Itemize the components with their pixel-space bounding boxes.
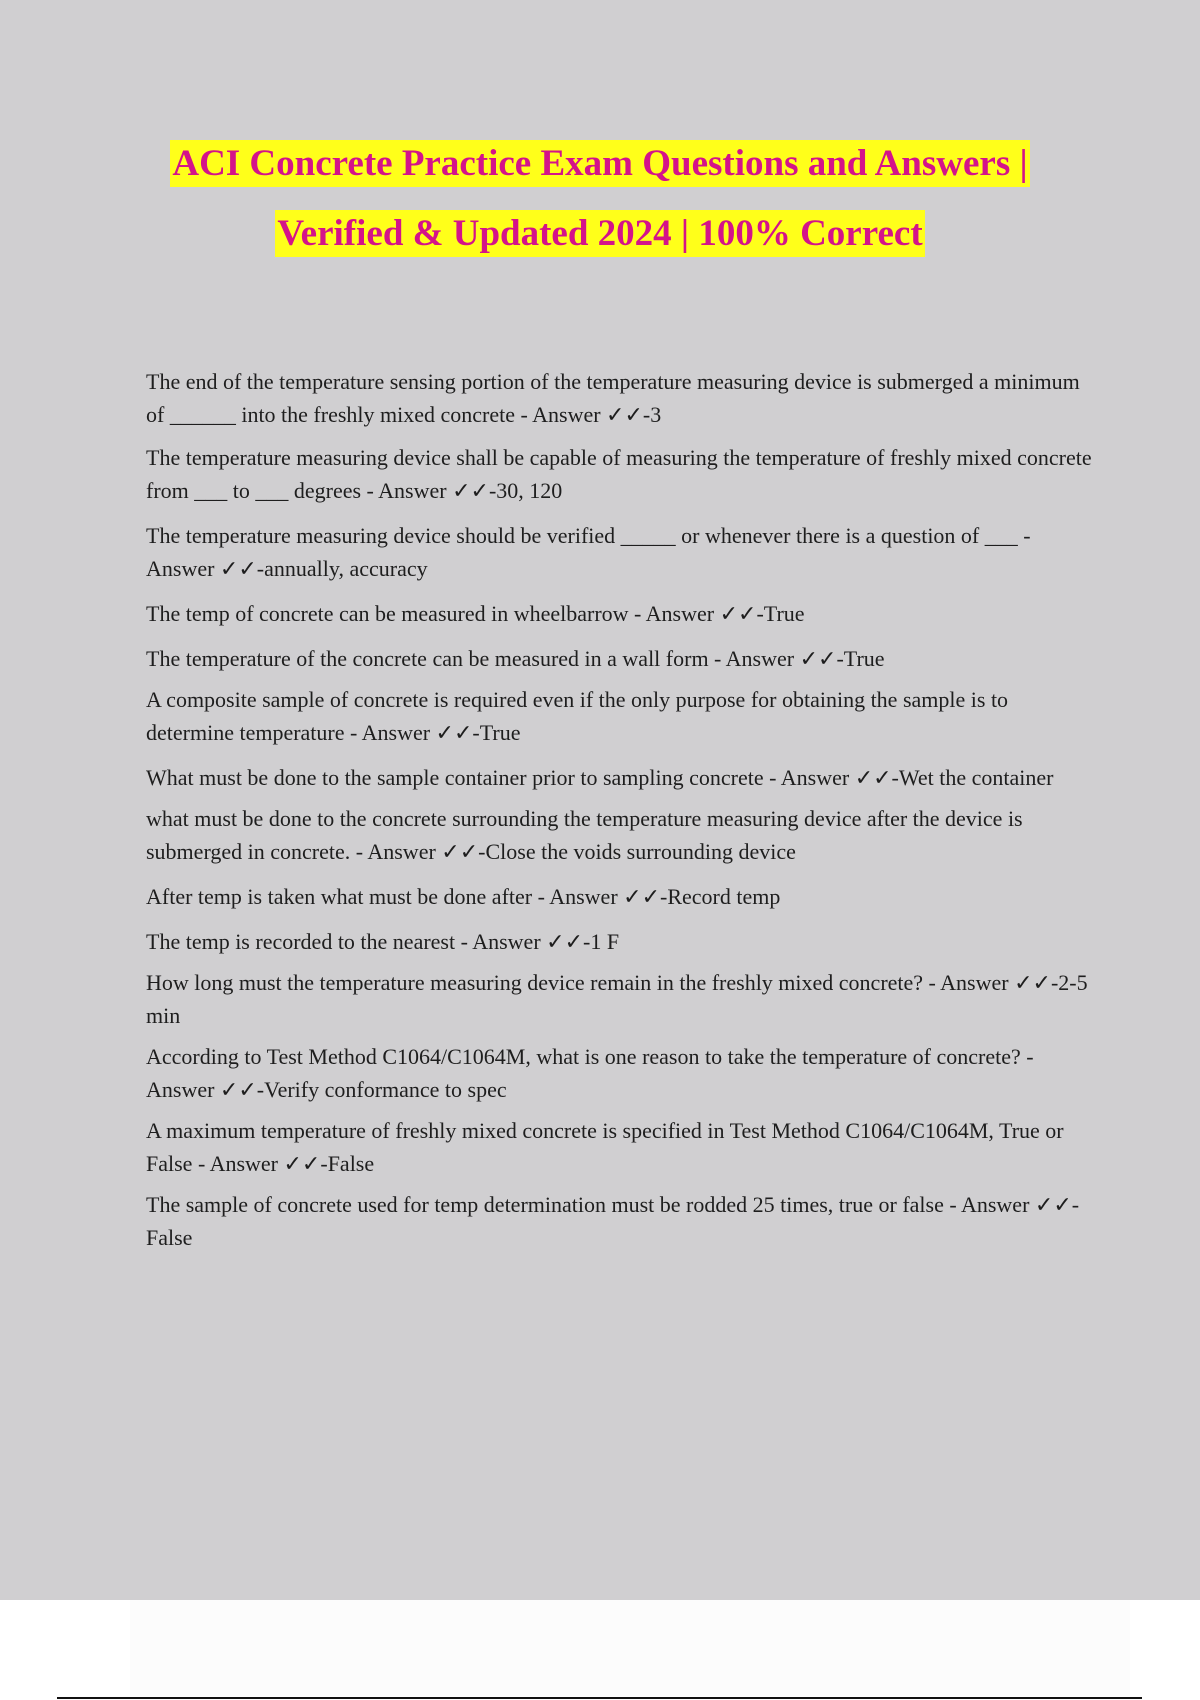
qa-item [146, 802, 1092, 868]
question-text: What must be done to the sample container prior to sampling concrete - [146, 765, 781, 790]
answer-text: True [479, 720, 521, 745]
qa-item [146, 966, 1092, 1032]
question-text: How long must the temperature measuring device remain in the freshly mixed concrete? - [146, 970, 941, 995]
question-text: The temperature measuring device shall be capable of measuring the temperature of freshly mixed concrete from ___ to ___ degrees - [146, 445, 1092, 503]
question-text: The temp of concrete can be measured in wheelbarrow - [146, 601, 646, 626]
footer-strip [130, 1600, 1130, 1696]
answer-text: 2-5 min [146, 970, 1088, 1028]
qa-item [146, 365, 1092, 431]
answer-text: True [763, 601, 805, 626]
answer-prefix: Answer ✓✓- [780, 765, 899, 790]
answer-prefix: Answer ✓✓- [532, 402, 651, 427]
answer-prefix: Answer ✓✓- [378, 478, 497, 503]
question-text: A maximum temperature of freshly mixed concrete is specified in Test Method C1064/C1064M, True or False - [146, 1118, 1064, 1176]
answer-prefix: Answer ✓✓- [940, 970, 1059, 995]
page-footer [0, 1600, 1200, 1700]
answer-text: 3 [650, 402, 662, 427]
document-title-line-1: ACI Concrete Practice Exam Questions and Answers | [170, 140, 1029, 187]
qa-item [146, 683, 1092, 749]
qa-item [146, 1114, 1092, 1180]
answer-text: annually, accuracy [264, 556, 428, 581]
answer-text: Close the voids surrounding device [485, 839, 796, 864]
question-text: The temperature measuring device should be verified _____ or whenever there is a question of ___ - [146, 523, 1031, 548]
question-text: After temp is taken what must be done after - [146, 884, 550, 909]
answer-prefix: Answer ✓✓- [367, 839, 486, 864]
answer-text: False [327, 1151, 375, 1176]
qa-item [146, 519, 1092, 585]
answer-text: Wet the container [898, 765, 1054, 790]
answer-text: Record temp [667, 884, 781, 909]
answer-prefix: Answer ✓✓- [209, 1151, 328, 1176]
question-text: The temp is recorded to the nearest - [146, 929, 473, 954]
qa-item [146, 925, 1092, 958]
question-text: A composite sample of concrete is required even if the only purpose for obtaining the sample is to determine temperature - [146, 687, 1009, 745]
footer-divider [57, 1697, 1142, 1699]
answer-prefix: Answer ✓✓- [472, 929, 591, 954]
answer-prefix: Answer ✓✓- [361, 720, 480, 745]
answer-prefix: Answer ✓✓- [645, 601, 764, 626]
question-text: The sample of concrete used for temp determination must be rodded 25 times, true or false - [146, 1192, 961, 1217]
document-title-line-2: Verified & Updated 2024 | 100% Correct [275, 210, 924, 257]
qa-item [146, 880, 1092, 913]
question-text: what must be done to the concrete surrounding the temperature measuring device after the device is submerged in concrete. - [146, 806, 1023, 864]
answer-prefix: Answer ✓✓- [549, 884, 668, 909]
qa-list [146, 355, 1092, 1254]
answer-text: Verify conformance to spec [264, 1077, 507, 1102]
qa-item [146, 642, 1092, 675]
title-block [0, 140, 1200, 257]
question-text: The end of the temperature sensing portion of the temperature measuring device is submerged a minimum of ______ into the freshly mixed concrete - [146, 369, 1080, 427]
question-text: The temperature of the concrete can be measured in a wall form - [146, 646, 726, 671]
answer-text: False [146, 1225, 193, 1250]
qa-item [146, 1040, 1092, 1106]
qa-item [146, 441, 1092, 507]
question-text: According to Test Method C1064/C1064M, what is one reason to take the temperature of concrete? - [146, 1044, 1034, 1069]
answer-prefix: Answer ✓✓- [960, 1192, 1080, 1217]
answer-text: 30, 120 [496, 478, 563, 503]
answer-prefix: Answer ✓✓- [725, 646, 844, 671]
answer-text: True [843, 646, 885, 671]
answer-prefix: Answer ✓✓- [146, 1077, 265, 1102]
qa-item [146, 1188, 1092, 1254]
answer-prefix: Answer ✓✓- [146, 556, 265, 581]
qa-item [146, 761, 1092, 794]
qa-item [146, 597, 1092, 630]
answer-text: 1 F [590, 929, 620, 954]
